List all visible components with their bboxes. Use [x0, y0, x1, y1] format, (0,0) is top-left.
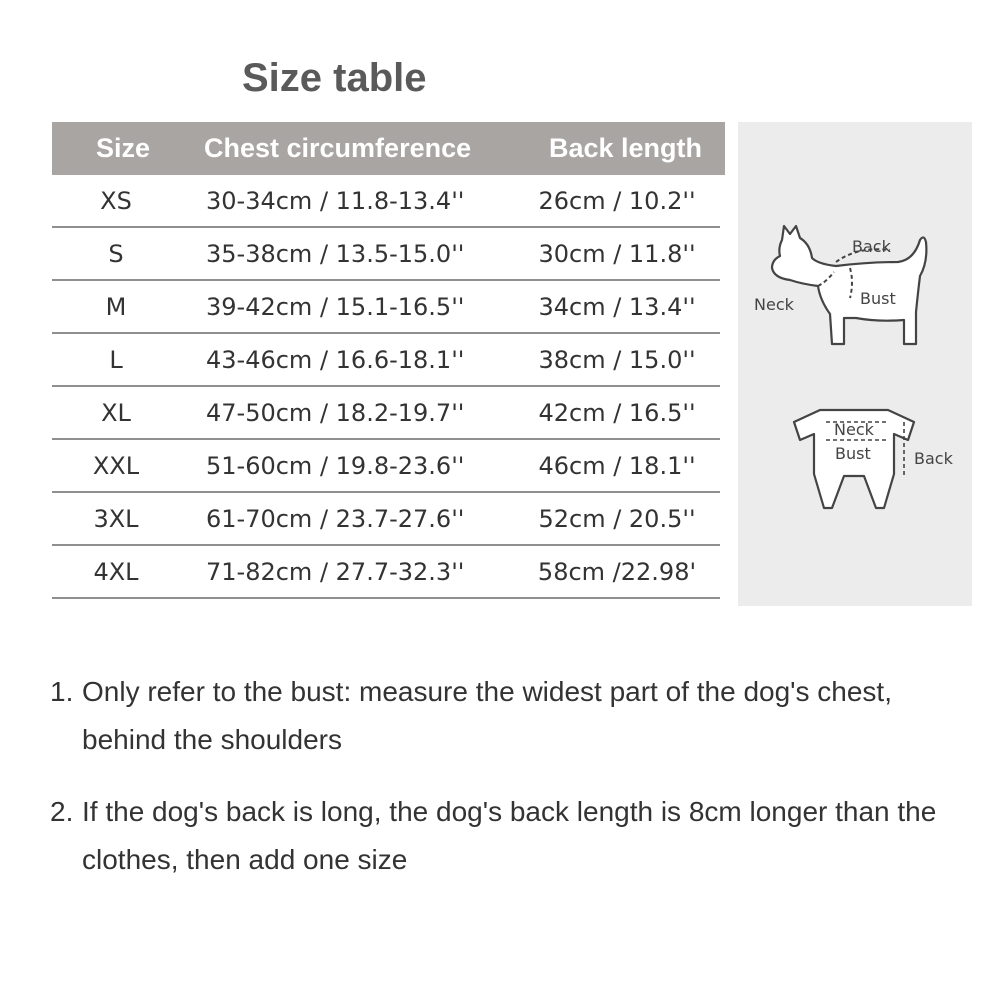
note-text: If the dog's back is long, the dog's back length is 8cm longer than the clothes, then add one size	[82, 796, 937, 875]
table-header	[52, 122, 725, 175]
cell-back-length: 34cm / 13.4''	[538, 292, 696, 321]
cell-chest: 51-60cm / 19.8-23.6''	[206, 451, 465, 480]
garment-label-neck: Neck	[834, 420, 874, 439]
garment-label-bust: Bust	[835, 444, 871, 463]
measurement-diagram	[738, 122, 972, 606]
cell-chest: 47-50cm / 18.2-19.7''	[206, 398, 465, 427]
dog-illustration	[772, 226, 926, 344]
cell-size: XL	[101, 398, 131, 427]
size-table	[52, 122, 725, 599]
cell-back-length: 58cm /22.98'	[537, 557, 697, 586]
table-row	[52, 228, 720, 281]
dog-label-neck: Neck	[754, 295, 794, 314]
table-row	[52, 334, 720, 387]
cell-chest: 71-82cm / 27.7-32.3''	[206, 557, 465, 586]
table-row	[52, 281, 720, 334]
table-row	[52, 387, 720, 440]
cell-back-length: 42cm / 16.5''	[538, 398, 696, 427]
table-row	[52, 546, 720, 599]
note-text: Only refer to the bust: measure the widest part of the dog's chest, behind the shoulders	[82, 676, 892, 755]
dog-label-bust: Bust	[860, 289, 896, 308]
cell-size: L	[109, 345, 123, 374]
garment-label-back: Back	[914, 449, 953, 468]
note-number: 1.	[50, 676, 74, 707]
note-number: 2.	[50, 796, 74, 827]
cell-chest: 43-46cm / 16.6-18.1''	[206, 345, 465, 374]
cell-size: S	[108, 239, 124, 268]
note-item	[50, 668, 980, 764]
page-title: Size table	[242, 56, 427, 100]
header-size: Size	[95, 133, 151, 163]
dog-label-back: Back	[852, 237, 891, 256]
cell-size: XXL	[92, 451, 140, 480]
table-row	[52, 440, 720, 493]
cell-size: M	[105, 292, 127, 321]
cell-chest: 35-38cm / 13.5-15.0''	[206, 239, 465, 268]
cell-chest: 30-34cm / 11.8-13.4''	[206, 186, 465, 215]
cell-chest: 61-70cm / 23.7-27.6''	[206, 504, 465, 533]
measurement-diagram-panel	[738, 122, 972, 606]
cell-back-length: 52cm / 20.5''	[538, 504, 696, 533]
header-chest-circumference: Chest circumference	[204, 133, 472, 163]
table-row	[52, 175, 720, 228]
cell-back-length: 30cm / 11.8''	[538, 239, 696, 268]
header-back-length: Back length	[548, 133, 703, 163]
cell-chest: 39-42cm / 15.1-16.5''	[206, 292, 465, 321]
table-row	[52, 493, 720, 546]
cell-size: XS	[100, 186, 132, 215]
cell-size: 4XL	[93, 557, 139, 586]
note-item	[50, 788, 980, 884]
cell-back-length: 46cm / 18.1''	[538, 451, 696, 480]
cell-back-length: 38cm / 15.0''	[538, 345, 696, 374]
cell-size: 3XL	[93, 504, 139, 533]
sizing-notes	[50, 668, 980, 908]
cell-back-length: 26cm / 10.2''	[538, 186, 696, 215]
